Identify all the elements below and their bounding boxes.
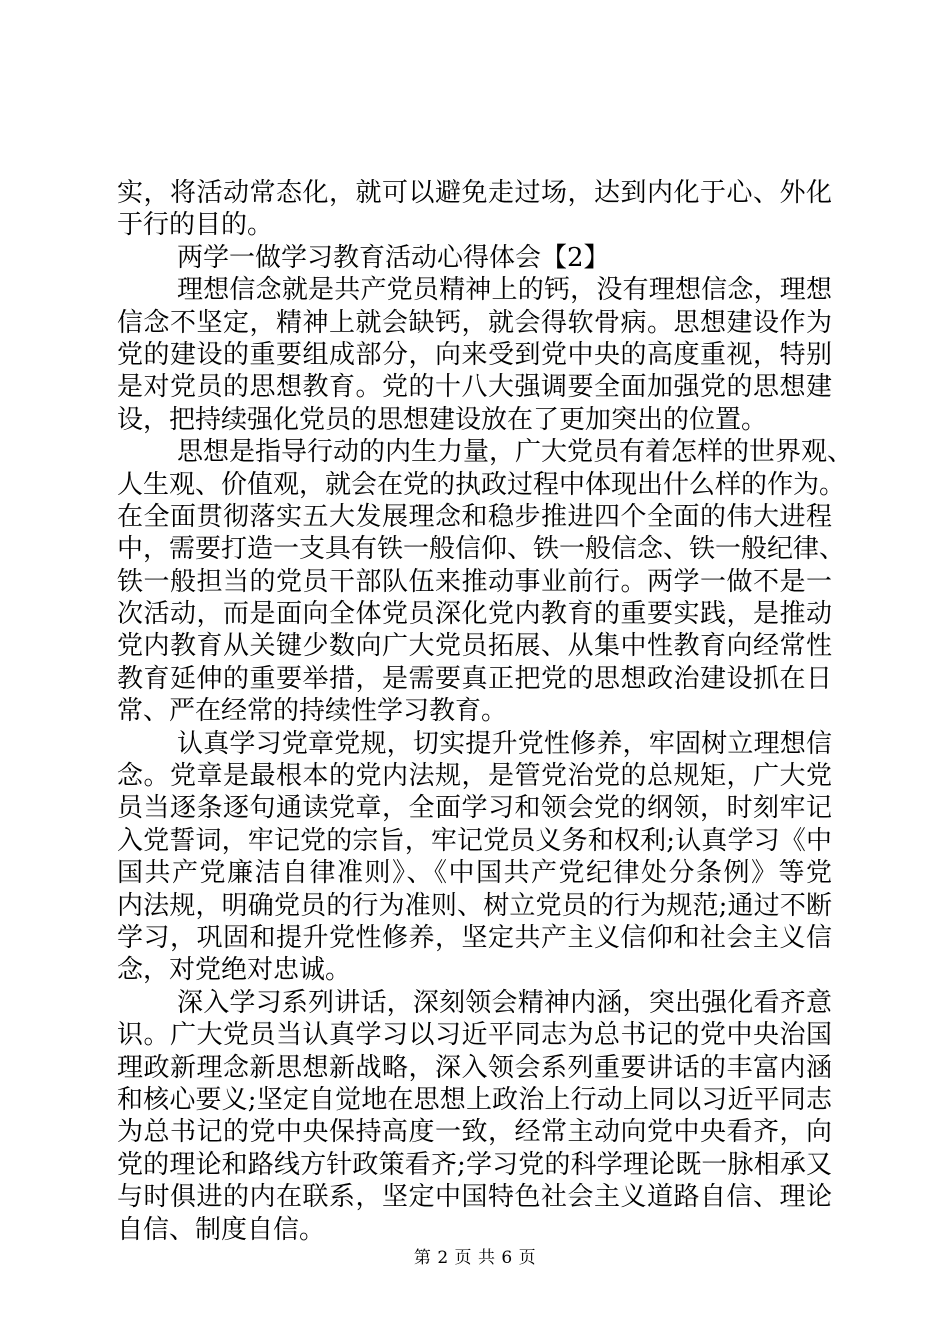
text-line: 入党誓词，牢记党的宗旨，牢记党员义务和权利;认真学习《中 xyxy=(117,825,832,856)
text-line: 党的理论和路线方针政策看齐;学习党的科学理论既一脉相承又 xyxy=(117,1149,832,1180)
paragraph-first-line: 认真学习党章党规，切实提升党性修养，牢固树立理想信 xyxy=(177,728,832,759)
text-line: 和核心要义;坚定自觉地在思想上政治上行动上同以习近平同志 xyxy=(117,1084,832,1115)
text-line: 是对党员的思想教育。党的十八大强调要全面加强党的思想建 xyxy=(117,372,832,403)
text-line: 在全面贯彻落实五大发展理念和稳步推进四个全面的伟大进程 xyxy=(117,501,832,532)
paragraph-first-line: 理想信念就是共产党员精神上的钙，没有理想信念，理想 xyxy=(177,275,832,306)
page-number-footer: 第 2 页 共 6 页 xyxy=(413,1248,537,1268)
text-line: 铁一般担当的党员干部队伍来推动事业前行。两学一做不是一 xyxy=(117,566,832,597)
text-line: 内法规，明确党员的行为准则、树立党员的行为规范;通过不断 xyxy=(117,890,832,921)
section-heading: 两学一做学习教育活动心得体会【2】 xyxy=(177,242,610,273)
paragraph-first-line: 深入学习系列讲话，深刻领会精神内涵，突出强化看齐意 xyxy=(177,987,832,1018)
text-line: 中，需要打造一支具有铁一般信仰、铁一般信念、铁一般纪律、 xyxy=(117,534,846,565)
text-line: 实，将活动常态化，就可以避免走过场，达到内化于心、外化 xyxy=(117,178,832,208)
text-line: 党内教育从关键少数向广大党员拓展、从集中性教育向经常性 xyxy=(117,631,832,662)
text-line: 设，把持续强化党员的思想建设放在了更加突出的位置。 xyxy=(117,404,768,435)
text-line: 识。广大党员当认真学习以习近平同志为总书记的党中央治国 xyxy=(117,1020,832,1051)
text-line: 学习，巩固和提升党性修养，坚定共产主义信仰和社会主义信 xyxy=(117,922,832,953)
text-line: 理政新理念新思想新战略，深入领会系列重要讲话的丰富内涵 xyxy=(117,1052,832,1083)
text-line: 自信、制度自信。 xyxy=(117,1214,326,1245)
document-body xyxy=(117,177,854,1246)
text-line: 念。党章是最根本的党内法规，是管党治党的总规矩，广大党 xyxy=(117,761,832,792)
paragraph-first-line: 思想是指导行动的内生力量，广大党员有着怎样的世界观、 xyxy=(177,437,854,468)
text-line: 教育延伸的重要举措，是需要真正把党的思想政治建设抓在日 xyxy=(117,663,832,694)
text-line: 员当逐条逐句通读党章，全面学习和领会党的纲领，时刻牢记 xyxy=(117,793,832,824)
text-line: 次活动，而是面向全体党员深化党内教育的重要实践，是推动 xyxy=(117,599,832,630)
text-line: 国共产党廉洁自律准则》、《中国共产党纪律处分条例》等党 xyxy=(117,858,832,889)
text-line: 为总书记的党中央保持高度一致，经常主动向党中央看齐，向 xyxy=(117,1117,832,1148)
text-line: 党的建设的重要组成部分，向来受到党中央的高度重视，特别 xyxy=(117,339,832,370)
text-line: 于行的目的。 xyxy=(117,210,274,241)
text-line: 念，对党绝对忠诚。 xyxy=(117,955,352,986)
text-line: 与时俱进的内在联系，坚定中国特色社会主义道路自信、理论 xyxy=(117,1182,832,1213)
text-line: 人生观、价值观，就会在党的执政过程中体现出什么样的作为。 xyxy=(117,469,846,500)
text-line: 信念不坚定，精神上就会缺钙，就会得软骨病。思想建设作为 xyxy=(117,307,832,338)
text-line: 常、严在经常的持续性学习教育。 xyxy=(117,696,508,727)
